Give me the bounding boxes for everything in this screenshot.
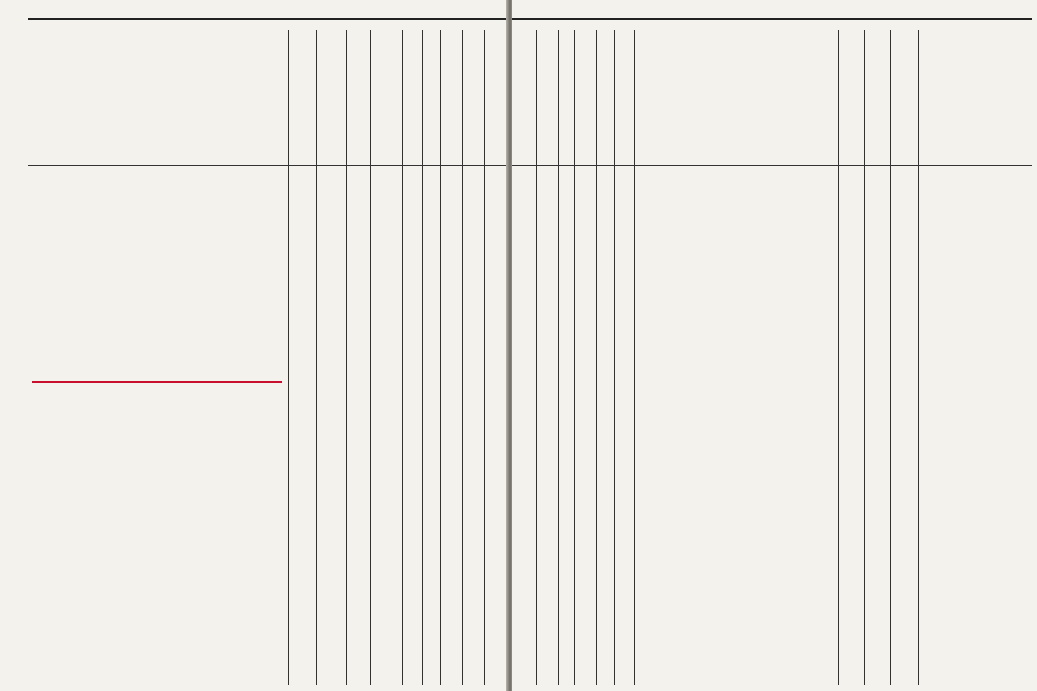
rule-r2 (558, 30, 559, 685)
rule-r10 (918, 30, 919, 685)
right-header-rule (512, 18, 1032, 20)
left-page (0, 0, 508, 691)
rule-v6 (422, 30, 423, 685)
rule-v8 (462, 30, 463, 685)
rule-v3 (346, 30, 347, 685)
rule-r9 (890, 30, 891, 685)
rule-v1 (288, 30, 289, 685)
rule-r3 (574, 30, 575, 685)
header-rule (28, 18, 508, 20)
rule-v9 (484, 30, 485, 685)
rule-v5 (402, 30, 403, 685)
rule-v4 (370, 30, 371, 685)
rule-r6 (634, 30, 635, 685)
rule-r1 (536, 30, 537, 685)
red-underline (32, 381, 282, 383)
rule-v2 (316, 30, 317, 685)
rule-r8 (864, 30, 865, 685)
rule-v7 (440, 30, 441, 685)
right-page (512, 0, 1037, 691)
header-bottom-rule (28, 165, 508, 166)
rule-r7 (838, 30, 839, 685)
rule-r5 (614, 30, 615, 685)
rule-r4 (596, 30, 597, 685)
right-header-bottom-rule (512, 165, 1032, 166)
